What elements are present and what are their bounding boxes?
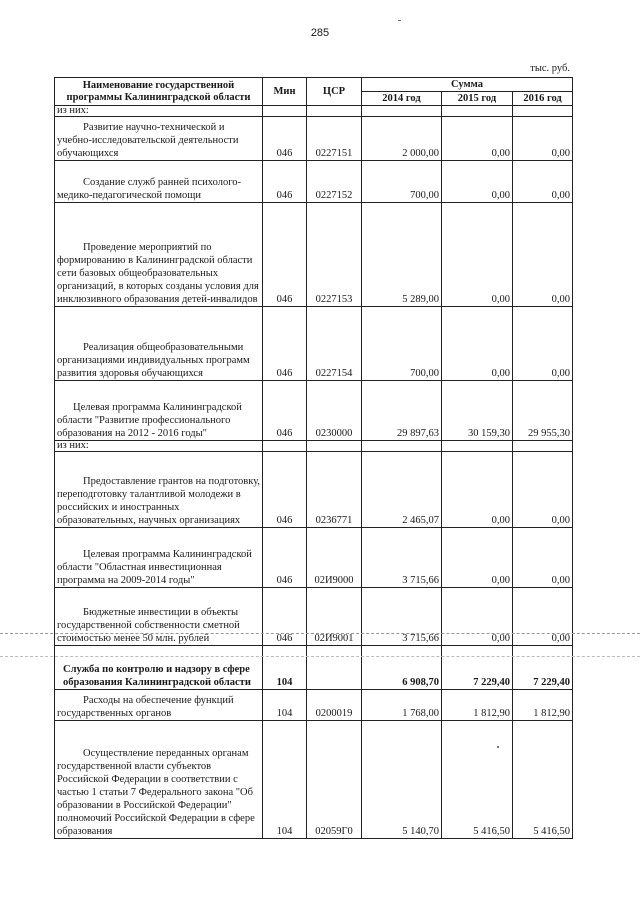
row-name: Проведение мероприятий по формированию в Калининградской области сети базовых общеобразовательных организаций, в которых созданы условия для инклюзивного образования детей-инвалидов: [55, 203, 263, 307]
header-min: Мин: [263, 78, 307, 106]
scan-artifact-line: [0, 656, 640, 657]
row-2014: 3 715,66: [362, 528, 442, 588]
row-2014: 3 715,66: [362, 588, 442, 646]
row-min: 046: [263, 307, 307, 381]
row-2016: 0,00: [513, 588, 573, 646]
row-2016: 29 955,30: [513, 381, 573, 441]
row-2014: 700,00: [362, 307, 442, 381]
row-2015: 30 159,30: [442, 381, 513, 441]
row-2014: 2 465,07: [362, 452, 442, 528]
row-2014: 2 000,00: [362, 117, 442, 161]
row-name: из них:: [55, 106, 263, 117]
row-csr: 0230000: [307, 381, 362, 441]
budget-table: [54, 77, 573, 839]
row-2014: 700,00: [362, 161, 442, 203]
header-2015: 2015 год: [442, 92, 513, 106]
row-name: Расходы на обеспечение функций государственных органов: [55, 690, 263, 721]
row-csr: [307, 646, 362, 690]
row-2016: 0,00: [513, 307, 573, 381]
row-min: 046: [263, 528, 307, 588]
table-row: [55, 646, 573, 690]
row-csr: 02059Г0: [307, 721, 362, 839]
row-csr: 0227154: [307, 307, 362, 381]
row-2016: 0,00: [513, 117, 573, 161]
row-2016: 0,00: [513, 203, 573, 307]
row-csr: 0236771: [307, 452, 362, 528]
header-csr: ЦСР: [307, 78, 362, 106]
table-row: [55, 588, 573, 646]
row-min: 104: [263, 646, 307, 690]
row-2016: 0,00: [513, 161, 573, 203]
row-2016: 0,00: [513, 452, 573, 528]
row-min: 046: [263, 161, 307, 203]
row-2016: 7 229,40: [513, 646, 573, 690]
page-number: 285: [310, 27, 330, 39]
row-min: 046: [263, 117, 307, 161]
row-min: 046: [263, 203, 307, 307]
row-csr: 0227152: [307, 161, 362, 203]
table-row: [55, 307, 573, 381]
row-csr: 0227151: [307, 117, 362, 161]
table-row: [55, 117, 573, 161]
row-2016: 0,00: [513, 528, 573, 588]
header-2016: 2016 год: [513, 92, 573, 106]
row-2014: 5 140,70: [362, 721, 442, 839]
header-sum: Сумма: [362, 78, 573, 92]
row-csr: 02И9001: [307, 588, 362, 646]
row-2014: 1 768,00: [362, 690, 442, 721]
row-name: Целевая программа Калининградской области "Развитие профессионального образования на 2012 - 2016 годы": [55, 381, 263, 441]
row-name: Реализация общеобразовательными организациями индивидуальных программ развития здоровья обучающихся: [55, 307, 263, 381]
table-row: [55, 690, 573, 721]
table-row: [55, 441, 573, 452]
scan-mark: [398, 20, 401, 21]
row-2016: 1 812,90: [513, 690, 573, 721]
row-min: 104: [263, 721, 307, 839]
row-2014: 6 908,70: [362, 646, 442, 690]
row-name: из них:: [55, 441, 263, 452]
row-name: Бюджетные инвестиции в объекты государственной собственности сметной стоимостью менее 50 млн. рублей: [55, 588, 263, 646]
row-2014: 29 897,63: [362, 381, 442, 441]
row-2015: 7 229,40: [442, 646, 513, 690]
row-2015: 5 416,50: [442, 721, 513, 839]
row-name: Предоставление грантов на подготовку, переподготовку талантливой молодежи в российских и иностранных образовательных, научных организациях: [55, 452, 263, 528]
table-row: [55, 381, 573, 441]
row-2015: 1 812,90: [442, 690, 513, 721]
row-name: Служба по контролю и надзору в сфере образования Калининградской области: [55, 646, 263, 690]
scan-mark: [497, 746, 499, 748]
row-2015: 0,00: [442, 528, 513, 588]
row-min: 104: [263, 690, 307, 721]
row-2015: 0,00: [442, 161, 513, 203]
table-row: [55, 161, 573, 203]
row-min: 046: [263, 381, 307, 441]
row-2015: 0,00: [442, 307, 513, 381]
units-label: тыс. руб.: [530, 63, 570, 74]
row-2015: 0,00: [442, 452, 513, 528]
row-name: Создание служб ранней психолого-медико-педагогической помощи: [55, 161, 263, 203]
row-csr: 0227153: [307, 203, 362, 307]
header-name: Наименование государственной программы Калининградской области: [55, 78, 263, 106]
row-min: 046: [263, 588, 307, 646]
row-name: Осуществление переданных органам государственной власти субъектов Российской Федерации в соответствии с частью 1 статьи 7 Федерального закона "Об образовании в Российской Федерации" полномочий Российской Федерации в сфере образования: [55, 721, 263, 839]
table-row: [55, 721, 573, 839]
row-csr: 02И9000: [307, 528, 362, 588]
table-row: [55, 106, 573, 117]
row-min: 046: [263, 452, 307, 528]
row-2015: 0,00: [442, 588, 513, 646]
header-2014: 2014 год: [362, 92, 442, 106]
row-name: Целевая программа Калининградской области "Областная инвестиционная программа на 2009-2014 годы": [55, 528, 263, 588]
scan-artifact-line: [0, 633, 640, 634]
row-2015: 0,00: [442, 203, 513, 307]
row-2016: 5 416,50: [513, 721, 573, 839]
row-2014: 5 289,00: [362, 203, 442, 307]
row-name: Развитие научно-технической и учебно-исследовательской деятельности обучающихся: [55, 117, 263, 161]
table-row: [55, 528, 573, 588]
row-2015: 0,00: [442, 117, 513, 161]
row-csr: 0200019: [307, 690, 362, 721]
table-row: [55, 203, 573, 307]
table-row: [55, 452, 573, 528]
